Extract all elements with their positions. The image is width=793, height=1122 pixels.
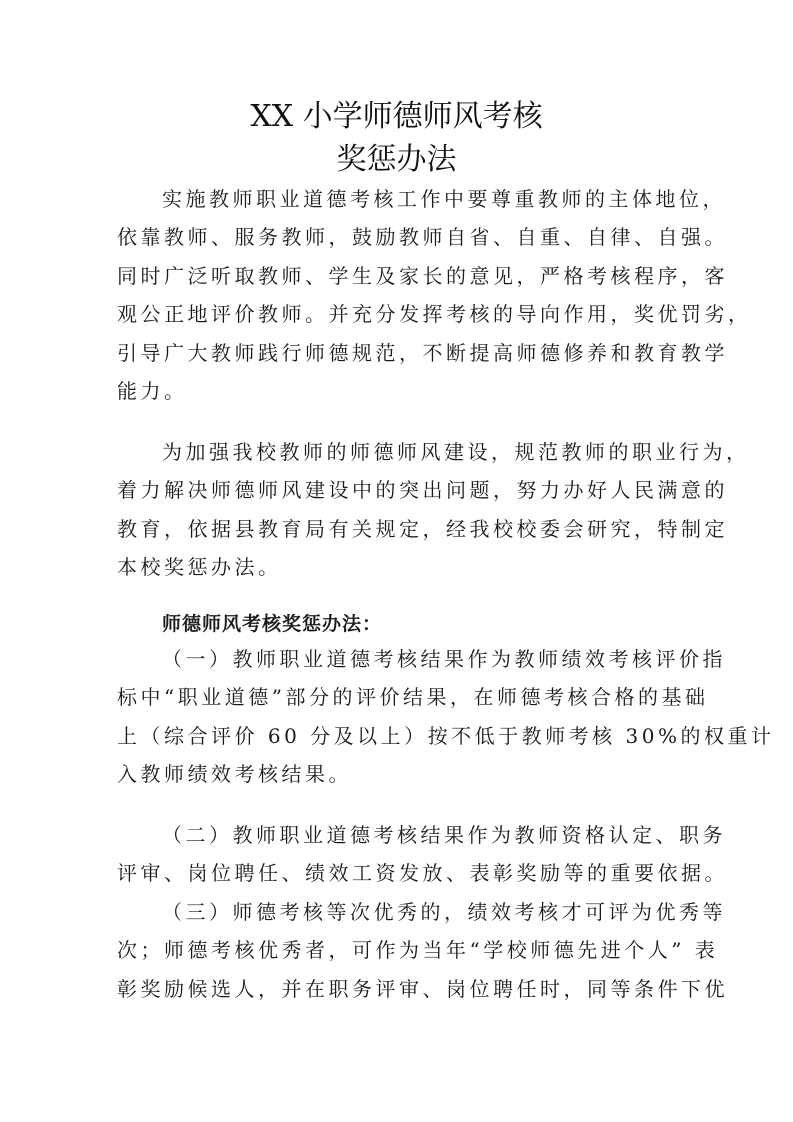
paragraph-item-3 <box>117 893 728 1008</box>
paragraph-line: 依靠教师、服务教师，鼓励教师自省、自重、自律、自强。 <box>117 225 728 250</box>
paragraph-purpose <box>117 433 750 587</box>
paragraph-item-2 <box>117 816 728 893</box>
paragraph-line: （三）师德考核等次优秀的，绩效考核才可评为优秀等 <box>162 900 726 924</box>
paragraph-line: 能力。 <box>117 378 188 403</box>
paragraph-line: 引导广大教师践行师德规范，不断提高师德修养和教育教学 <box>117 340 728 365</box>
paragraph-line: 观公正地评价教师。并充分发挥考核的导向作用，奖优罚劣， <box>117 302 752 327</box>
paragraph-line: 着力解决师德师风建设中的突出问题，努力办好人民满意的 <box>117 478 728 503</box>
paragraph-intro <box>117 180 752 410</box>
paragraph-line: 本校奖惩办法。 <box>117 555 282 580</box>
paragraph-line: 为加强我校教师的师德师风建设，规范教师的职业行为， <box>162 440 750 464</box>
paragraph-line: 彰奖励候选人，并在职务评审、岗位聘任时，同等条件下优 <box>117 976 728 1001</box>
section-heading-block <box>117 605 683 643</box>
paragraph-item-1 <box>117 640 775 794</box>
document-title-line-1: XX 小学师德师风考核 <box>250 99 543 134</box>
paragraph-line: （二）教师职业道德考核结果作为教师资格认定、职务 <box>162 823 726 847</box>
paragraph-line: 实施教师职业道德考核工作中要尊重教师的主体地位， <box>162 187 726 211</box>
paragraph-line: 上（综合评价 60 分及以上）按不低于教师考核 30%的权重计 <box>117 723 775 748</box>
paragraph-line: 标中“职业道德”部分的评价结果，在师德考核合格的基础 <box>117 685 709 710</box>
paragraph-line: 次；师德考核优秀者，可作为当年“学校师德先进个人” 表 <box>117 938 719 963</box>
paragraph-line: 教育，依据县教育局有关规定，经我校校委会研究，特制定 <box>117 516 728 541</box>
document-title-line-2: 奖惩办法 <box>336 142 457 177</box>
paragraph-line: （一）教师职业道德考核结果作为教师绩效考核评价指 <box>162 647 726 671</box>
paragraph-line: 同时广泛听取教师、学生及家长的意见，严格考核程序，客 <box>117 263 728 288</box>
paragraph-line: 入教师绩效考核结果。 <box>117 762 352 787</box>
paragraph-line: 评审、岗位聘任、绩效工资发放、表彰奖励等的重要依据。 <box>117 861 728 886</box>
section-heading: 师德师风考核奖惩办法： <box>162 613 383 635</box>
